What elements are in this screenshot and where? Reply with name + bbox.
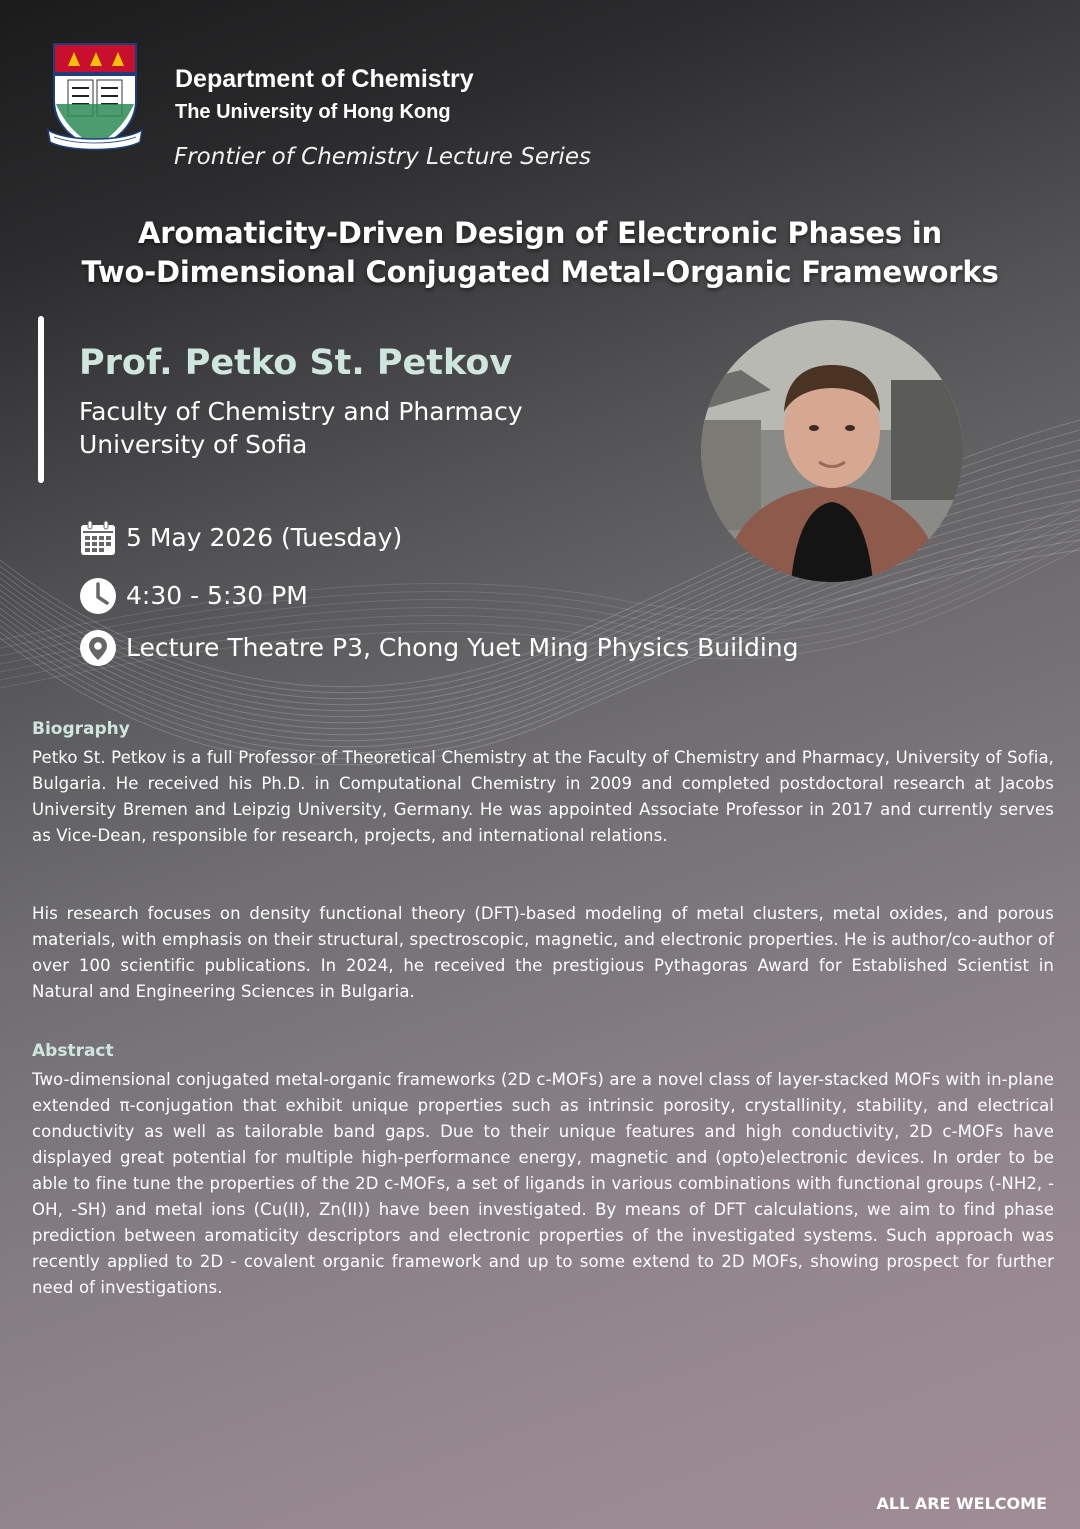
lecture-series-name: Frontier of Chemistry Lecture Series [174, 144, 591, 170]
biography-heading: Biography [32, 719, 130, 739]
clock-icon [79, 577, 117, 615]
all-are-welcome-note: ALL ARE WELCOME [876, 1494, 1047, 1513]
event-venue-row [79, 628, 799, 668]
department-name: Department of Chemistry [175, 65, 474, 93]
biography-paragraph-2: His research focuses on density functional theory (DFT)-based modeling of metal clusters, metal oxides, and porous materials, with emphasis on their structural, spectroscopic, magnetic, and electronic properties. He is author/co-author of over 100 scientific publications. In 2024, he received the prestigious Pythagoras Award for Established Scientist in Natural and Engineering Sciences in Bulgaria. [32, 904, 1054, 1001]
speaker-affiliation-line-2: University of Sofia [79, 430, 308, 459]
calendar-icon [79, 519, 117, 557]
event-time: 4:30 - 5:30 PM [126, 581, 308, 610]
speaker-name: Prof. Petko St. Petkov [79, 343, 513, 383]
biography-paragraph-1: Petko St. Petkov is a full Professor of Theoretical Chemistry at the Faculty of Chemistry and Pharmacy, University of Sofia, Bulgaria. He received his Ph.D. in Computational Chemistry in 2009 and completed postdoctoral research at Jacobs University Bremen and Leipzig University, Germany. He was appointed Associate Professor in 2017 and currently serves as Vice-Dean, responsible for research, projects, and international relations. [32, 748, 1054, 845]
abstract-paragraph: Two-dimensional conjugated metal-organic frameworks (2D c-MOFs) are a novel class of layer-stacked MOFs with in-plane extended π-conjugation that exhibit unique properties such as intrinsic porosity, crystallinity, stability, and electrical conductivity as well as tailorable band gaps. Due to their unique features and high conductivity, 2D c-MOFs have displayed great potential for multiple high-performance energy, magnetic and (opto)electronic devices. In order to be able to fine tune the properties of the 2D c-MOFs, a set of ligands in various combinations with functional groups (-NH2, -OH, -SH) and metal ions (Cu(II), Zn(II)) have been investigated. By means of DFT calculations, we aim to find phase prediction between aromaticity descriptors and electronic properties of the investigated systems. Such approach was recently applied to 2D - covalent organic framework and up to some extend to 2D MOFs, showing prospect for further need of investigations. [32, 1070, 1054, 1297]
event-venue: Lecture Theatre P3, Chong Yuet Ming Physics Building [126, 633, 799, 662]
speaker-accent-bar [38, 316, 44, 483]
speaker-affiliation-line-1: Faculty of Chemistry and Pharmacy [79, 397, 523, 426]
talk-title [0, 214, 1080, 292]
talk-title-line-1: Aromaticity-Driven Design of Electronic Phases in [137, 216, 942, 250]
location-pin-icon [79, 629, 117, 667]
speaker-portrait [701, 320, 963, 582]
event-date: 5 May 2026 (Tuesday) [126, 523, 403, 552]
talk-title-line-2: Two-Dimensional Conjugated Metal–Organic Frameworks [81, 255, 999, 289]
university-name: The University of Hong Kong [175, 101, 451, 123]
event-date-row [79, 518, 402, 558]
speaker-affiliation [79, 395, 523, 461]
abstract-heading: Abstract [32, 1041, 114, 1061]
university-crest-logo [46, 42, 144, 154]
event-time-row [79, 576, 308, 616]
